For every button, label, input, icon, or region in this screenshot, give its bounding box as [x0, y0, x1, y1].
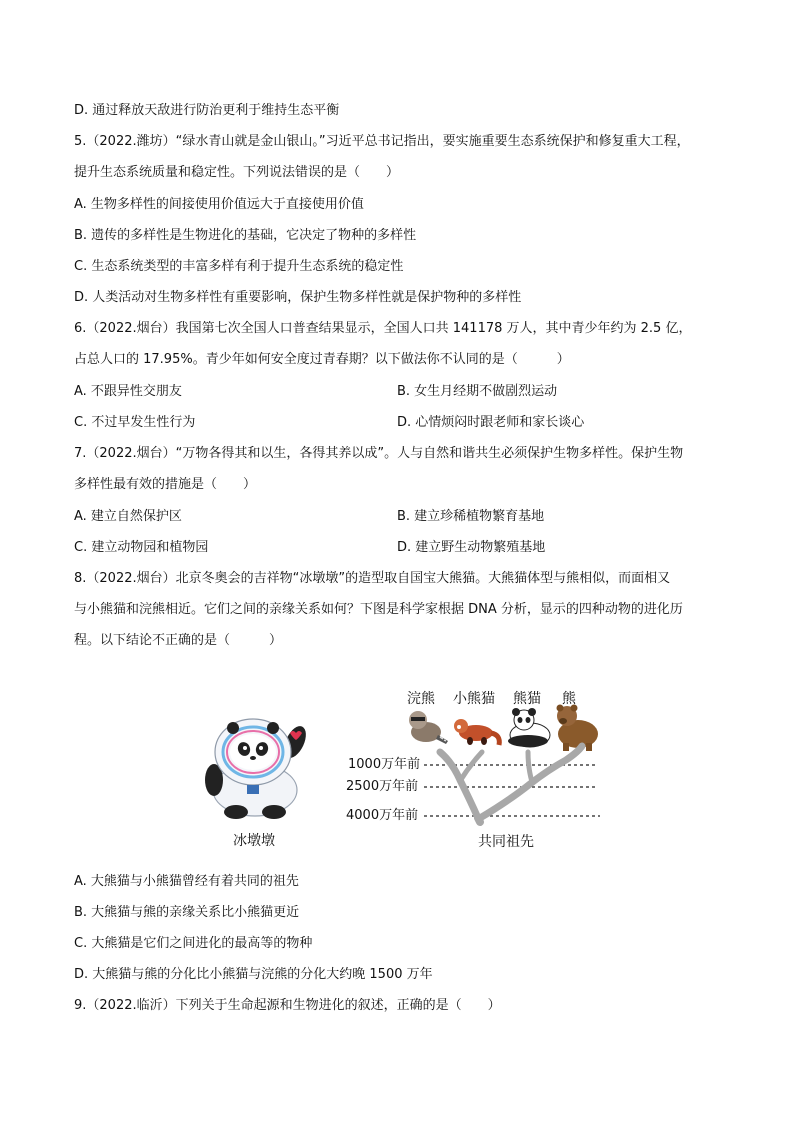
q7-option-b: B. 建立珍稀植物繁育基地 [397, 509, 545, 524]
animal-label-giant-panda: 熊猫 [513, 691, 541, 707]
q6-option-b: B. 女生月经期不做剧烈运动 [397, 384, 558, 399]
q6-stem-line-1: 6.（2022.烟台）我国第七次全国人口普查结果显示，全国人口共 141178 万人，其中青少年约为 2.5 亿， [74, 321, 692, 336]
q5-option-d: D. 人类活动对生物多样性有重要影响，保护生物多样性就是保护物种的多样性 [74, 290, 522, 305]
bear-icon [557, 705, 599, 752]
q8-option-d: D. 大熊猫与熊的分化比小熊猫与浣熊的分化大约晚 1500 万年 [74, 967, 433, 982]
animal-label-bear: 熊 [562, 691, 576, 707]
q5-option-c: C. 生态系统类型的丰富多样有利于提升生态系统的稳定性 [74, 259, 404, 274]
q5-option-b: B. 遗传的多样性是生物进化的基础，它决定了物种的多样性 [74, 228, 417, 243]
animal-label-raccoon: 浣熊 [407, 691, 435, 707]
animal-label-red-panda: 小熊猫 [453, 691, 495, 707]
q8-option-b: B. 大熊猫与熊的亲缘关系比小熊猫更近 [74, 905, 300, 920]
raccoon-icon [409, 711, 448, 744]
era-label-10my: 1000万年前 [348, 757, 421, 772]
q7-stem-line-2: 多样性最有效的措施是（ ） [74, 477, 257, 492]
q6-stem-line-2: 占总人口的 17.95%。青少年如何安全度过青春期？以下做法你不认同的是（ ） [74, 352, 570, 367]
q8-option-a: A. 大熊猫与小熊猫曾经有着共同的祖先 [74, 874, 299, 889]
q6-option-d: D. 心情烦闷时跟老师和家长谈心 [397, 415, 585, 430]
q7-option-d: D. 建立野生动物繁殖基地 [397, 540, 546, 555]
era-label-25my: 2500万年前 [346, 779, 419, 794]
q5-stem-line-2: 提升生态系统质量和稳定性。下列说法错误的是（ ） [74, 165, 400, 180]
q7-option-a: A. 建立自然保护区 [74, 509, 182, 524]
q7-stem-line-1: 7.（2022.烟台）“万物各得其和以生，各得其养以成”。人与自然和谐共生必须保护生物多样性。保护生物 [74, 446, 684, 461]
era-label-40my: 4000万年前 [346, 808, 419, 823]
q7-option-c: C. 建立动物园和植物园 [74, 540, 209, 555]
q5-stem-line-1: 5.（2022.潍坊）“绿水青山就是金山银山。”习近平总书记指出，要实施重要生态系统保护和修复重大工程， [74, 134, 690, 149]
red-panda-icon [454, 719, 499, 745]
ancestor-caption: 共同祖先 [478, 834, 534, 850]
q6-option-a: A. 不跟异性交朋友 [74, 384, 182, 399]
phylogenetic-tree [440, 746, 582, 822]
q8-stem-line-3: 程。以下结论不正确的是（ ） [74, 633, 283, 648]
q6-option-c: C. 不过早发生性行为 [74, 415, 196, 430]
q8-option-c: C. 大熊猫是它们之间进化的最高等的物种 [74, 936, 313, 951]
mascot-illustration [205, 719, 310, 819]
q9-stem: 9.（2022.临沂）下列关于生命起源和生物进化的叙述，正确的是（ ） [74, 998, 501, 1013]
giant-panda-icon [508, 708, 550, 747]
q5-option-a: A. 生物多样性的间接使用价值远大于直接使用价值 [74, 197, 364, 212]
q8-stem-line-2: 与小熊猫和浣熊相近。它们之间的亲缘关系如何？下图是科学家根据 DNA 分析，显示的四种动物的进化历 [74, 602, 683, 617]
q4-option-d: D. 通过释放天敌进行防治更利于维持生态平衡 [74, 103, 340, 118]
mascot-caption: 冰墩墩 [233, 833, 275, 849]
q8-stem-line-1: 8.（2022.烟台）北京冬奥会的吉祥物“冰墩墩”的造型取自国宝大熊猫。大熊猫体型与熊相似，而面相又 [74, 571, 671, 586]
